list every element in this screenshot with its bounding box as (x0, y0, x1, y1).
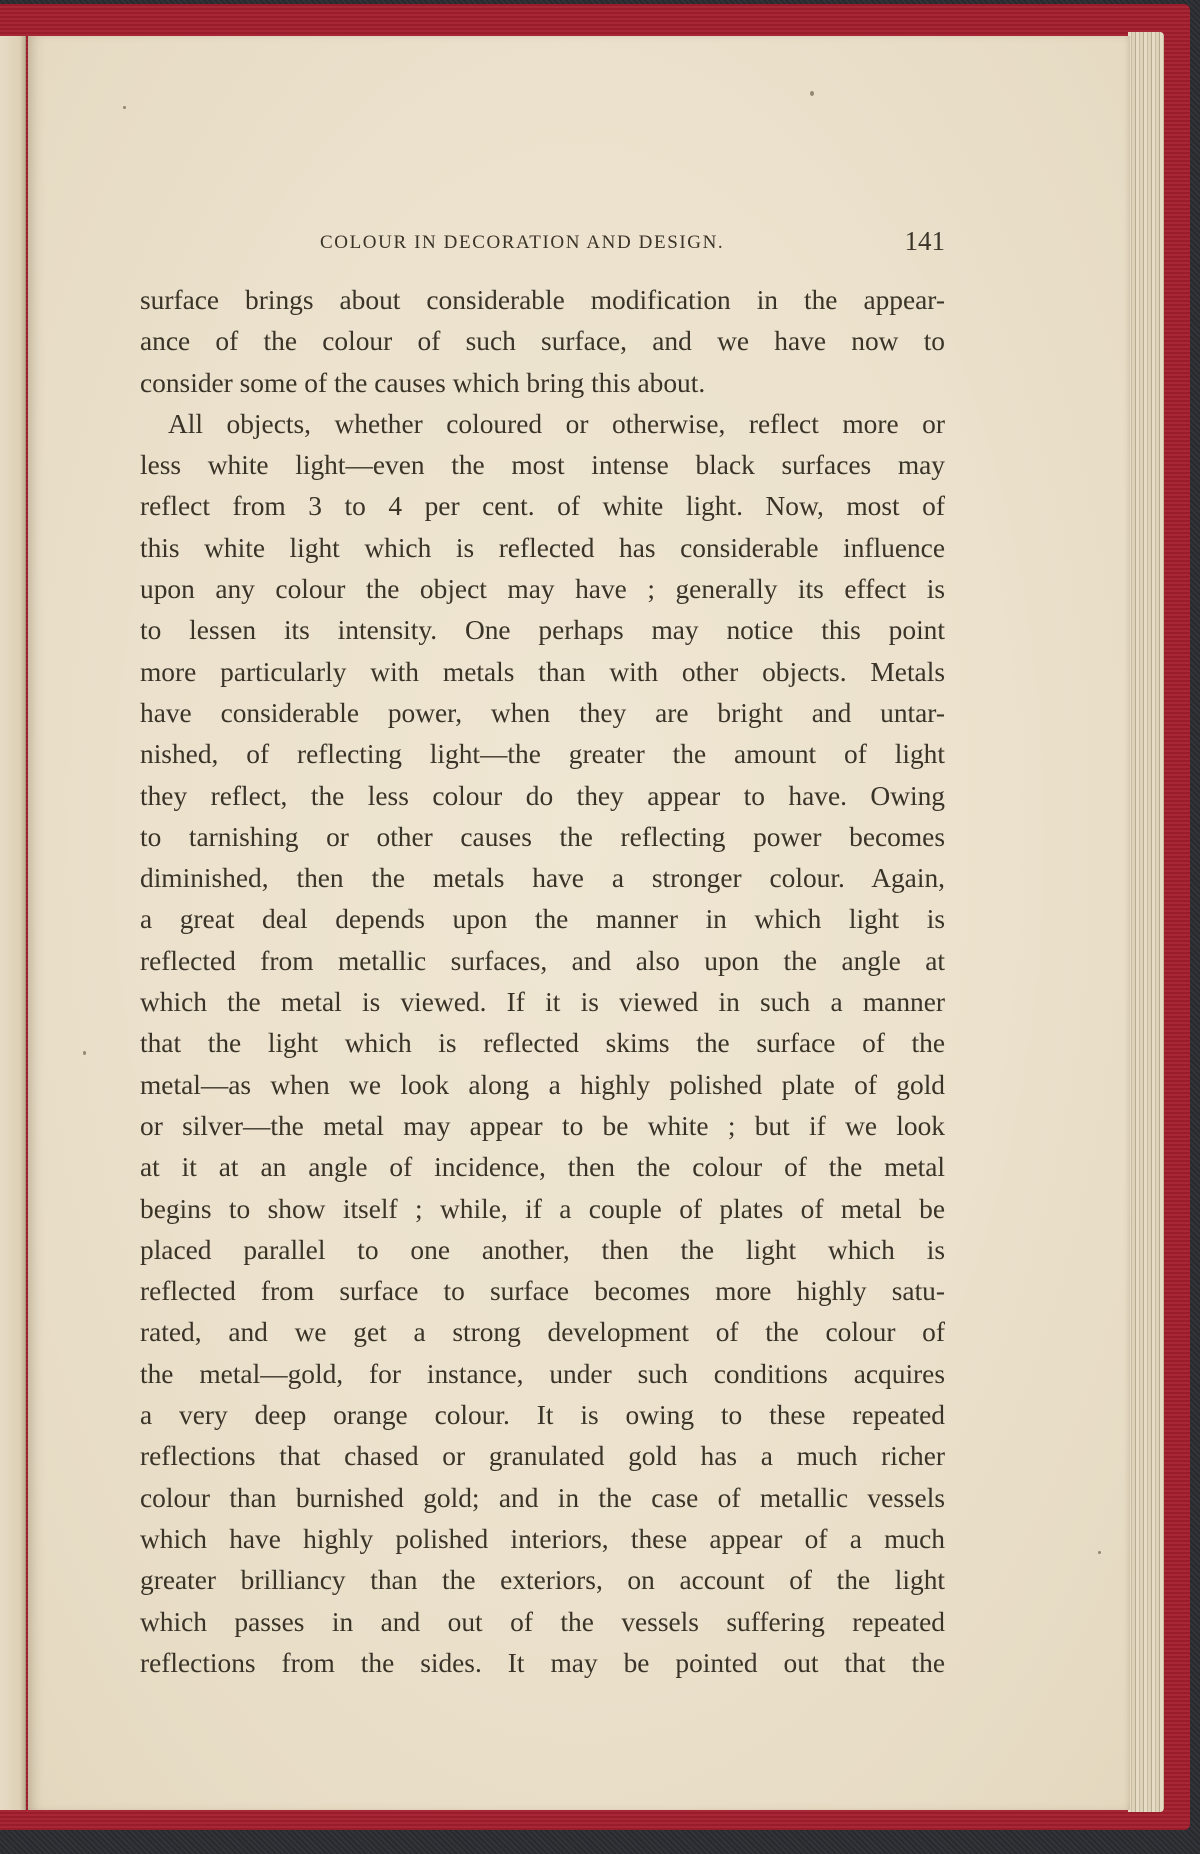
text-line: more particularly with metals than with other objects. Metals (140, 656, 945, 687)
text-line: begins to show itself ; while, if a couple of plates of metal be (140, 1193, 945, 1224)
text-line: rated, and we get a strong development of the colour of (140, 1317, 945, 1348)
book-page (28, 36, 1130, 1810)
text-line: colour than burnished gold; and in the case of metallic vessels (140, 1482, 945, 1513)
paper-speck (123, 106, 126, 109)
paper-speck (1098, 1551, 1101, 1554)
page-number: 141 (904, 226, 945, 256)
text-line: at it at an angle of incidence, then the colour of the metal (140, 1152, 945, 1183)
text-line: that the light which is reflected skims the surface of the (140, 1028, 945, 1059)
text-line: a very deep orange colour. It is owing to these repeated (140, 1400, 945, 1431)
paper-speck (83, 1051, 86, 1055)
text-line: they reflect, the less colour do they appear to have. Owing (140, 780, 945, 811)
text-line: reflect from 3 to 4 per cent. of white light. Now, most of (140, 491, 945, 522)
text-line: which passes in and out of the vessels suffering repeated (140, 1606, 945, 1637)
text-line: which the metal is viewed. If it is viewed in such a manner (140, 987, 945, 1018)
text-line: nished, of reflecting light—the greater the amount of light (140, 739, 945, 770)
running-title: COLOUR IN DECORATION AND DESIGN. (320, 232, 725, 253)
text-line: reflections that chased or granulated gold has a much richer (140, 1441, 945, 1472)
text-line: placed parallel to one another, then the light which is (140, 1234, 945, 1265)
text-line: reflected from metallic surfaces, and also upon the angle at (140, 945, 945, 976)
text-line: a great deal depends upon the manner in which light is (140, 904, 945, 935)
text-line: less white light—even the most intense black surfaces may (140, 450, 945, 481)
text-line: upon any colour the object may have ; generally its effect is (140, 574, 945, 605)
body-text (140, 280, 945, 1684)
paper-speck (810, 91, 814, 96)
text-line: which have highly polished interiors, these appear of a much (140, 1523, 945, 1554)
facing-page-edge (0, 36, 26, 1810)
text-line: greater brilliancy than the exteriors, on account of the light (140, 1565, 945, 1596)
text-line: to tarnishing or other causes the reflecting power becomes (140, 821, 945, 852)
text-line: have considerable power, when they are bright and untar- (140, 697, 945, 728)
text-line: this white light which is reflected has considerable influence (140, 532, 945, 563)
text-line: reflected from surface to surface becomes more highly satu- (140, 1276, 945, 1307)
text-line: metal—as when we look along a highly polished plate of gold (140, 1069, 945, 1100)
text-line: surface brings about considerable modification in the appear- (140, 285, 945, 315)
running-header (140, 226, 945, 262)
text-line: consider some of the causes which bring this about. (140, 367, 706, 398)
text-line: ance of the colour of such surface, and we have now to (140, 326, 945, 357)
text-line: All objects, whether coloured or otherwise, reflect more or (168, 408, 945, 439)
text-line: the metal—gold, for instance, under such conditions acquires (140, 1358, 945, 1389)
text-line: to lessen its intensity. One perhaps may notice this point (140, 615, 945, 646)
text-line: reflections from the sides. It may be pointed out that the (140, 1647, 945, 1678)
text-line: diminished, then the metals have a stronger colour. Again, (140, 863, 945, 894)
page-stack-edges (1128, 32, 1164, 1812)
text-line: or silver—the metal may appear to be white ; but if we look (140, 1110, 945, 1141)
